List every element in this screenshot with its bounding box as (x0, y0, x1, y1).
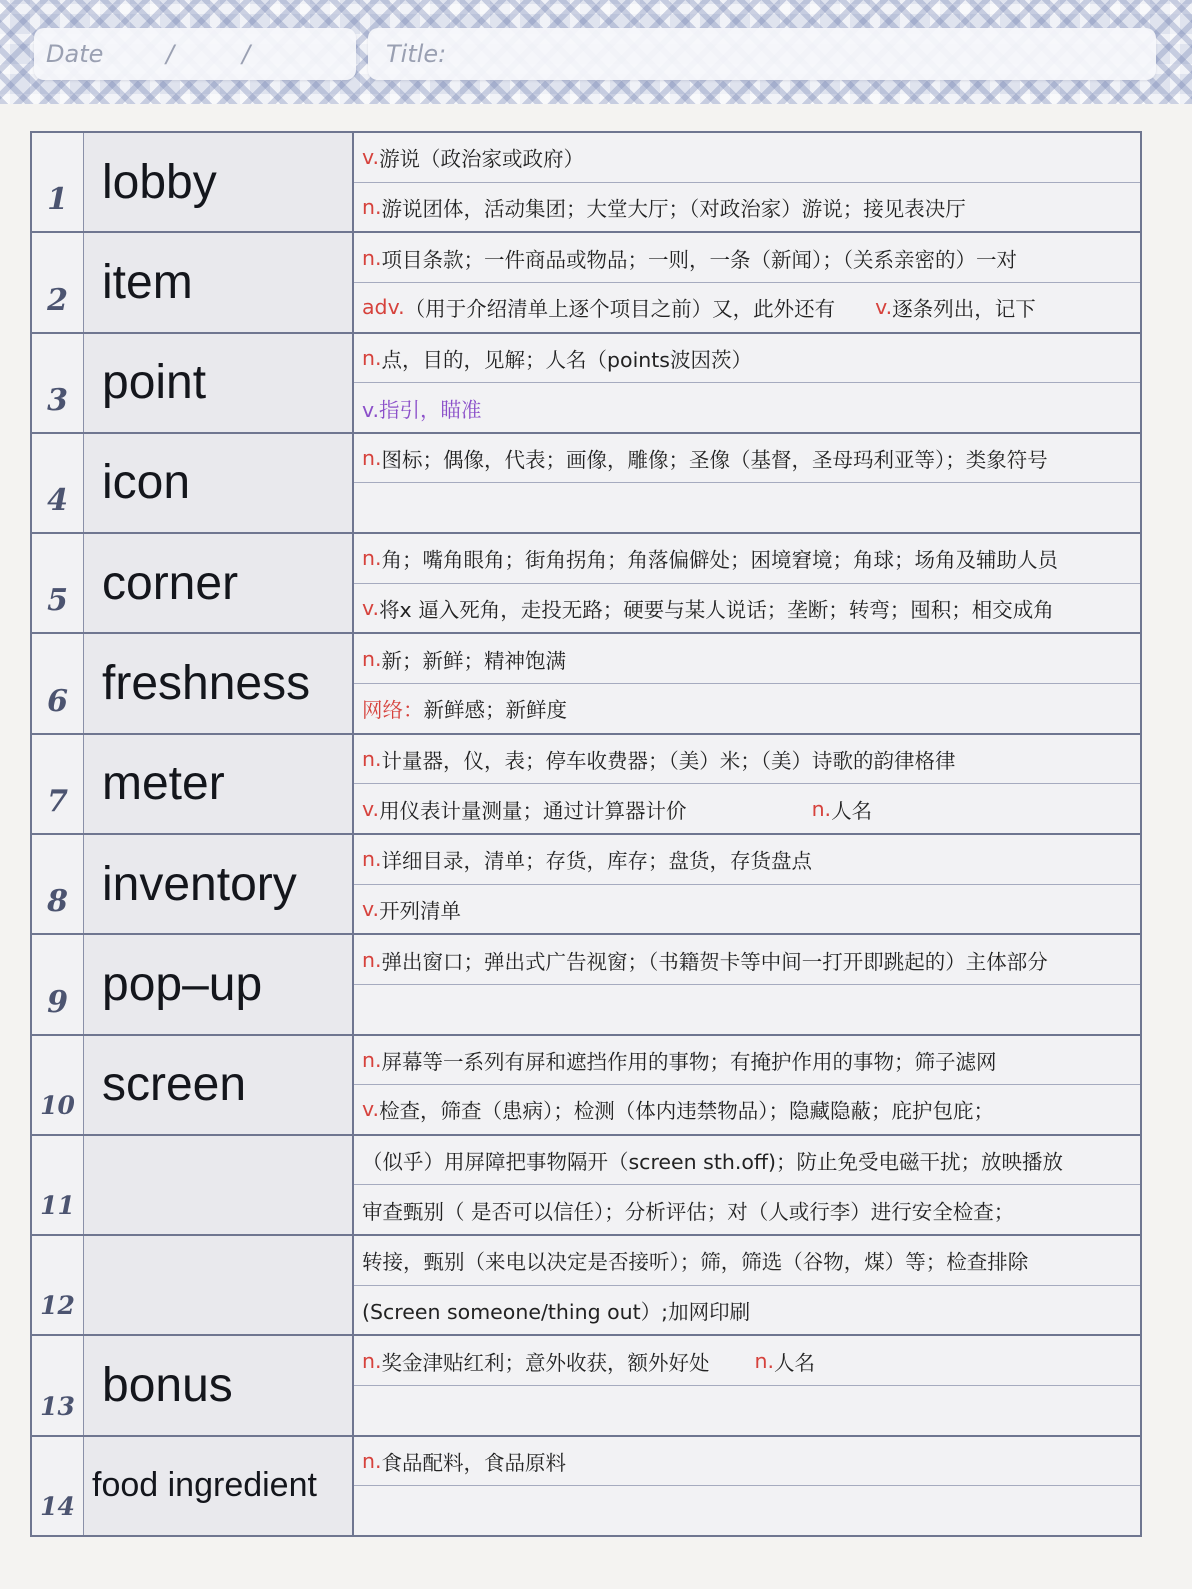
definition-highlight: v.指引，瞄准 (362, 397, 482, 422)
definition-line (354, 584, 1140, 633)
definition-text: 屏幕等一系列有屏和遮挡作用的事物；有掩护作用的事物；筛子滤网 (381, 1049, 997, 1074)
row-number: 9 (32, 935, 84, 1033)
definition-line (354, 483, 1140, 532)
vocab-word: screen (84, 1036, 354, 1134)
definitions (354, 1136, 1140, 1234)
row-number: 11 (32, 1136, 84, 1234)
row-number: 14 (32, 1437, 84, 1535)
vocab-row (32, 1136, 1140, 1236)
title-label: Title: (386, 40, 447, 68)
title-field[interactable] (368, 28, 1156, 80)
vocab-row (32, 534, 1140, 634)
definition-text: 奖金津贴红利；意外收获，额外好处 (381, 1350, 710, 1375)
part-of-speech: n. (362, 446, 382, 471)
definition-line (354, 885, 1140, 934)
definition-text: 弹出窗口；弹出式广告视窗；（书籍贺卡等中间一打开即跳起的）主体部分 (381, 949, 1048, 974)
vocab-word: icon (84, 434, 354, 532)
date-separator: / (166, 40, 175, 68)
definition-text: 将x 逼入死角，走投无路；硬要与某人说话；垄断；转弯；囤积；相交成角 (379, 598, 1054, 623)
vocab-word: inventory (84, 835, 354, 933)
definition-line (354, 1386, 1140, 1435)
part-of-speech: v. (362, 596, 380, 621)
definitions (354, 1437, 1140, 1535)
part-of-speech: n. (362, 646, 382, 671)
vocab-row (32, 233, 1140, 333)
row-number: 10 (32, 1036, 84, 1134)
row-number: 7 (32, 735, 84, 833)
definitions (354, 935, 1140, 1033)
row-number: 3 (32, 334, 84, 432)
row-number: 4 (32, 434, 84, 532)
definitions (354, 133, 1140, 231)
definition-text: 点，目的，见解；人名（points波因茨） (381, 347, 752, 372)
definition-line (354, 334, 1140, 384)
vocab-row (32, 735, 1140, 835)
definition-line (354, 735, 1140, 785)
vocab-word: corner (84, 534, 354, 632)
row-number: 1 (32, 133, 84, 231)
definitions (354, 634, 1140, 732)
definition-line (354, 183, 1140, 232)
part-of-speech: v. (362, 1097, 380, 1122)
part-of-speech: n. (754, 1348, 775, 1373)
definition-text: 计量器，仪，表；停车收费器；（美）米；（美）诗歌的韵律格律 (381, 749, 956, 773)
definition-text: 审查甄别（ 是否可以信任）；分析评估；对（人或行李）进行安全检查； (362, 1199, 1015, 1224)
vocab-row (32, 434, 1140, 534)
definition-text: 项目条款；一件商品或物品；一则，一条（新闻）；（关系亲密的）一对 (381, 247, 1018, 272)
definition-line (354, 1236, 1140, 1286)
definition-line (354, 784, 1140, 833)
definition-line (354, 233, 1140, 283)
date-field[interactable] (34, 28, 356, 80)
part-of-speech: v. (875, 295, 893, 320)
vocab-word (84, 1136, 354, 1234)
part-of-speech: n. (362, 1047, 382, 1072)
vocab-row (32, 1336, 1140, 1436)
definitions (354, 334, 1140, 432)
row-number: 13 (32, 1336, 84, 1434)
definition-line (354, 1486, 1140, 1535)
vocab-row (32, 1236, 1140, 1336)
vocab-row (32, 1437, 1140, 1535)
vocab-row (32, 634, 1140, 734)
definition-text: 游说团体，活动集团；大堂大厅；（对政治家）游说；接见表决厅 (381, 196, 966, 221)
date-label: Date (46, 40, 104, 68)
definition-line (354, 985, 1140, 1034)
part-of-speech: n. (362, 245, 382, 270)
definition-text: 食品配料，食品原料 (381, 1450, 567, 1475)
vocab-word: bonus (84, 1336, 354, 1434)
definition-text: （用于介绍清单上逐个项目之前）又，此外还有 (404, 297, 836, 322)
vocab-row (32, 133, 1140, 233)
definitions (354, 1336, 1140, 1434)
definition-text: 人名 (774, 1350, 816, 1375)
part-of-speech: n. (362, 747, 382, 771)
definition-text: 图标；偶像，代表；画像，雕像；圣像（基督，圣母玛利亚等）；类象符号 (381, 448, 1048, 473)
vocab-row (32, 1036, 1140, 1136)
definition-text: 角；嘴角眼角；街角拐角；角落偏僻处；困境窘境；角球；场角及辅助人员 (381, 548, 1059, 573)
part-of-speech: n. (362, 1448, 382, 1473)
part-of-speech: n. (811, 796, 832, 821)
definition-text: （似乎）用屏障把事物隔开（screen sth.off)；防止免受电磁干扰；放映播放 (362, 1150, 1064, 1175)
date-separator: / (242, 40, 251, 68)
row-number: 12 (32, 1236, 84, 1334)
definition-text: 逐条列出，记下 (892, 297, 1036, 322)
part-of-speech: n. (362, 546, 382, 571)
plaid-header-background (0, 0, 1192, 104)
vocab-word: pop–up (84, 935, 354, 1033)
part-of-speech: adv. (362, 295, 405, 320)
part-of-speech: n. (362, 1348, 382, 1373)
part-of-speech: n. (362, 847, 382, 872)
row-number: 5 (32, 534, 84, 632)
definition-line (354, 283, 1140, 332)
definition-text: 开列清单 (379, 898, 462, 923)
vocab-word: freshness (84, 634, 354, 732)
vocab-word (84, 1236, 354, 1334)
definition-line (354, 133, 1140, 183)
row-number: 2 (32, 233, 84, 331)
definition-line (354, 1036, 1140, 1086)
vocab-word: point (84, 334, 354, 432)
vocab-row (32, 935, 1140, 1035)
definition-text: 检查，筛查（患病）；检测（体内违禁物品）；隐藏隐蔽；庇护包庇； (379, 1099, 995, 1124)
definition-line (354, 634, 1140, 684)
definition-text: (Screen someone/thing out）;加网印刷 (362, 1300, 751, 1325)
definition-line (354, 1085, 1140, 1134)
definition-text: 转接，甄别（来电以决定是否接听）；筛，筛选（谷物，煤）等；检查排除 (362, 1250, 1029, 1275)
definitions (354, 735, 1140, 833)
part-of-speech: n. (362, 194, 382, 219)
definition-text: 人名 (831, 798, 873, 823)
definition-line (354, 434, 1140, 484)
definitions (354, 434, 1140, 532)
definition-line (354, 935, 1140, 985)
part-of-speech: v. (362, 796, 380, 821)
definitions (354, 1236, 1140, 1334)
definition-line (354, 1286, 1140, 1335)
definition-text: 详细目录，清单；存货，库存；盘货，存货盘点 (381, 849, 813, 874)
vocabulary-table (30, 131, 1142, 1537)
row-number: 8 (32, 835, 84, 933)
vocab-word: lobby (84, 133, 354, 231)
definitions (354, 233, 1140, 331)
definition-line (354, 835, 1140, 885)
part-of-speech: n. (362, 947, 382, 972)
part-of-speech: n. (362, 345, 382, 370)
definitions (354, 1036, 1140, 1134)
vocab-word: item (84, 233, 354, 331)
definition-text: 游说（政治家或政府） (379, 147, 585, 172)
definitions (354, 534, 1140, 632)
vocab-word: meter (84, 735, 354, 833)
definition-text: 新鲜感；新鲜度 (423, 698, 567, 723)
part-of-speech: 网络： (362, 698, 424, 723)
vocab-row (32, 835, 1140, 935)
definition-text: 用仪表计量测量；通过计算器计价 (379, 798, 687, 823)
vocab-word: food ingredient (84, 1437, 354, 1535)
definitions (354, 835, 1140, 933)
definition-line (354, 1336, 1140, 1386)
vocab-row (32, 334, 1140, 434)
definition-line (354, 534, 1140, 584)
definition-line (354, 1437, 1140, 1487)
definition-line (354, 1136, 1140, 1186)
part-of-speech: v. (362, 896, 380, 921)
definition-line (354, 1185, 1140, 1234)
definition-text: 新；新鲜；精神饱满 (381, 648, 567, 673)
part-of-speech: v. (362, 145, 380, 170)
definition-line (354, 684, 1140, 733)
row-number: 6 (32, 634, 84, 732)
definition-line (354, 383, 1140, 432)
